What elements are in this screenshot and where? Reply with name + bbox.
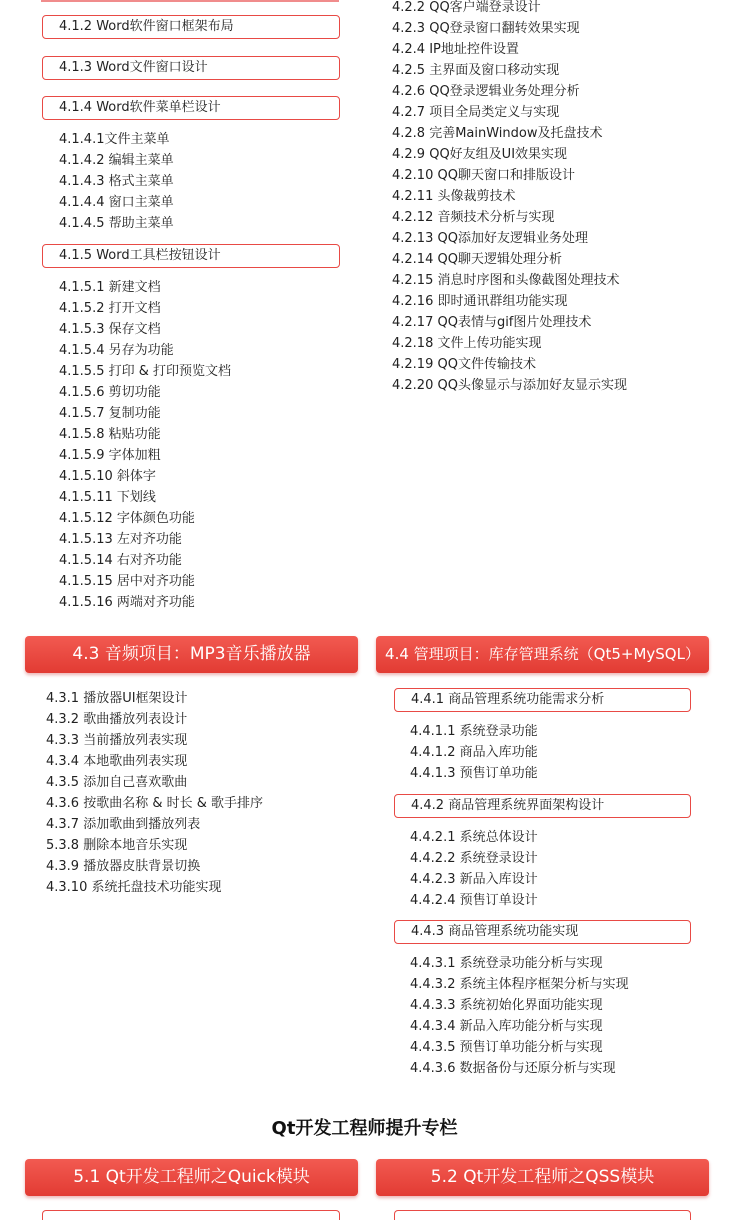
section-divider xyxy=(41,0,339,2)
list-item: 4.1.4.4 窗口主菜单 xyxy=(59,195,174,210)
list-item: 4.2.19 QQ文件传输技术 xyxy=(392,357,536,372)
list-item: 4.1.5.11 下划线 xyxy=(59,490,156,505)
list-item: 4.4.3.1 系统登录功能分析与实现 xyxy=(410,956,603,971)
list-item: 4.1.5.6 剪切功能 xyxy=(59,385,161,400)
subsection-box-4-1-5: 4.1.5 Word工具栏按钮设计 xyxy=(42,244,340,268)
list-item: 4.4.2.4 预售订单设计 xyxy=(410,893,538,908)
list-item: 4.2.6 QQ登录逻辑业务处理分析 xyxy=(392,84,580,99)
list-item: 4.1.4.3 格式主菜单 xyxy=(59,174,174,189)
list-item: 4.4.3.2 系统主体程序框架分析与实现 xyxy=(410,977,629,992)
section-banner-5-1: 5.1 Qt开发工程师之Quick模块 xyxy=(25,1159,358,1196)
list-item: 4.1.4.5 帮助主菜单 xyxy=(59,216,174,231)
list-item: 4.4.3.6 数据备份与还原分析与实现 xyxy=(410,1061,616,1076)
list-item: 4.4.3.3 系统初始化界面功能实现 xyxy=(410,998,603,1013)
list-item: 4.2.7 项目全局类定义与实现 xyxy=(392,105,560,120)
list-item: 4.2.17 QQ表情与gif图片处理技术 xyxy=(392,315,592,330)
list-item: 4.1.5.14 右对齐功能 xyxy=(59,553,182,568)
list-item: 4.4.1.1 系统登录功能 xyxy=(410,724,538,739)
subsection-box-4-4-2: 4.4.2 商品管理系统界面架构设计 xyxy=(394,794,691,818)
list-item: 4.4.2.1 系统总体设计 xyxy=(410,830,538,845)
list-item: 4.2.18 文件上传功能实现 xyxy=(392,336,542,351)
section-banner-4-3: 4.3 音频项目：MP3音乐播放器 xyxy=(25,636,358,673)
list-item: 4.2.12 音频技术分析与实现 xyxy=(392,210,555,225)
list-item: 4.2.4 IP地址控件设置 xyxy=(392,42,519,57)
list-item: 4.3.2 歌曲播放列表设计 xyxy=(46,712,188,727)
list-item: 4.1.5.7 复制功能 xyxy=(59,406,161,421)
list-item: 4.2.16 即时通讯群组功能实现 xyxy=(392,294,568,309)
list-item: 4.4.3.4 新品入库功能分析与实现 xyxy=(410,1019,603,1034)
list-item: 4.2.15 消息时序图和头像截图处理技术 xyxy=(392,273,620,288)
list-item: 4.1.5.5 打印 & 打印预览文档 xyxy=(59,364,232,379)
list-item: 4.2.8 完善MainWindow及托盘技术 xyxy=(392,126,603,141)
list-item: 5.3.8 删除本地音乐实现 xyxy=(46,838,188,853)
list-item: 4.2.10 QQ聊天窗口和排版设计 xyxy=(392,168,575,183)
subsection-box-4-1-3: 4.1.3 Word文件窗口设计 xyxy=(42,56,340,80)
list-item: 4.2.14 QQ聊天逻辑处理分析 xyxy=(392,252,562,267)
list-item: 4.1.4.1文件主菜单 xyxy=(59,132,170,147)
subsection-box-4-4-3: 4.4.3 商品管理系统功能实现 xyxy=(394,920,691,944)
list-item: 4.1.5.2 打开文档 xyxy=(59,301,161,316)
section-title: Qt开发工程师提升专栏 xyxy=(271,1118,458,1139)
list-item: 4.3.4 本地歌曲列表实现 xyxy=(46,754,188,769)
list-item: 4.1.5.8 粘贴功能 xyxy=(59,427,161,442)
list-item: 4.2.13 QQ添加好友逻辑业务处理 xyxy=(392,231,588,246)
section-banner-4-4: 4.4 管理项目：库存管理系统（Qt5+MySQL） xyxy=(376,636,709,673)
list-item: 4.2.9 QQ好友组及UI效果实现 xyxy=(392,147,568,162)
list-item: 4.3.9 播放器皮肤背景切换 xyxy=(46,859,201,874)
list-item: 4.1.5.15 居中对齐功能 xyxy=(59,574,195,589)
list-item: 4.3.10 系统托盘技术功能实现 xyxy=(46,880,222,895)
list-item: 4.1.5.9 字体加粗 xyxy=(59,448,161,463)
list-item: 4.1.5.1 新建文档 xyxy=(59,280,161,295)
list-item: 4.3.5 添加自己喜欢歌曲 xyxy=(46,775,188,790)
list-item: 4.1.5.13 左对齐功能 xyxy=(59,532,182,547)
list-item: 4.2.3 QQ登录窗口翻转效果实现 xyxy=(392,21,580,36)
list-item: 4.4.1.2 商品入库功能 xyxy=(410,745,538,760)
list-item: 4.4.3.5 预售订单功能分析与实现 xyxy=(410,1040,603,1055)
subsection-box-4-1-4: 4.1.4 Word软件菜单栏设计 xyxy=(42,96,340,120)
section-banner-5-2: 5.2 Qt开发工程师之QSS模块 xyxy=(376,1159,709,1196)
list-item: 4.1.5.16 两端对齐功能 xyxy=(59,595,195,610)
list-item: 4.2.11 头像裁剪技术 xyxy=(392,189,516,204)
list-item: 4.2.20 QQ头像显示与添加好友显示实现 xyxy=(392,378,627,393)
list-item: 4.4.2.2 系统登录设计 xyxy=(410,851,538,866)
list-item: 4.2.2 QQ客户端登录设计 xyxy=(392,0,541,15)
list-item: 4.1.5.10 斜体字 xyxy=(59,469,156,484)
subsection-box-4-4-1: 4.4.1 商品管理系统功能需求分析 xyxy=(394,688,691,712)
subsection-box-partial xyxy=(394,1210,691,1220)
list-item: 4.4.1.3 预售订单功能 xyxy=(410,766,538,781)
list-item: 4.3.6 按歌曲名称 & 时长 & 歌手排序 xyxy=(46,796,264,811)
list-item: 4.1.5.4 另存为功能 xyxy=(59,343,174,358)
list-item: 4.4.2.3 新品入库设计 xyxy=(410,872,538,887)
list-item: 4.3.7 添加歌曲到播放列表 xyxy=(46,817,201,832)
subsection-box-4-1-2: 4.1.2 Word软件窗口框架布局 xyxy=(42,15,340,39)
list-item: 4.3.3 当前播放列表实现 xyxy=(46,733,188,748)
list-item: 4.1.5.12 字体颜色功能 xyxy=(59,511,195,526)
subsection-box-partial xyxy=(42,1210,340,1220)
list-item: 4.1.5.3 保存文档 xyxy=(59,322,161,337)
list-item: 4.3.1 播放器UI框架设计 xyxy=(46,691,188,706)
list-item: 4.2.5 主界面及窗口移动实现 xyxy=(392,63,560,78)
list-item: 4.1.4.2 编辑主菜单 xyxy=(59,153,174,168)
